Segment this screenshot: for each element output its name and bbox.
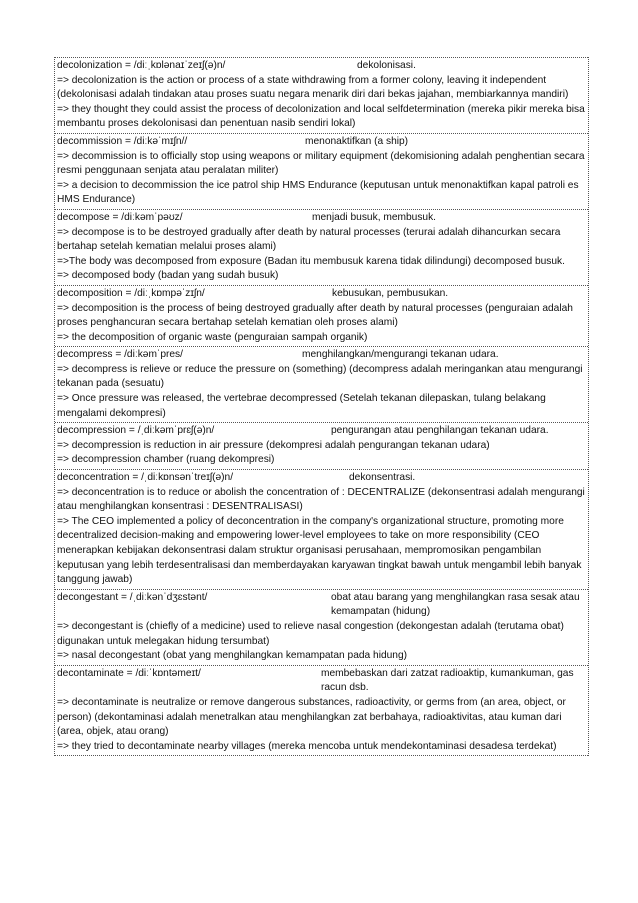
- entry-term: decongestant = /ˌdiːkənˈdʒɛstənt/: [57, 591, 208, 603]
- dictionary-entry: [55, 57, 588, 133]
- entry-headline: [57, 667, 586, 696]
- dictionary-entry: [55, 285, 588, 346]
- entry-example-line: => decompression chamber (ruang dekompresi): [57, 454, 275, 466]
- entry-term: decomposition = /diːˌkɒmpəˈzɪʃn/: [57, 287, 205, 299]
- entry-headline: [57, 471, 586, 486]
- entry-meaning: membebaskan dari zatzat radioaktip, kumankuman, gas racun dsb.: [321, 667, 574, 694]
- entry-headline: [57, 287, 586, 302]
- dictionary-entry: [55, 422, 588, 469]
- entry-example-line: => the decomposition of organic waste (penguraian sampah organik): [57, 331, 368, 343]
- entry-example-line: => decolonization is the action or process of a state withdrawing from a former colony, leaving it independent (dekolonisasi adalah tindakan atau proses suatu negara menarik diri dari bekas jajahan, membiarkannya mandiri): [57, 74, 569, 101]
- entry-meaning: obat atau barang yang menghilangkan rasa sesak atau kemampatan (hidung): [331, 591, 580, 618]
- dictionary-entry: [55, 589, 588, 665]
- entry-example-line: =>The body was decomposed from exposure (Badan itu membusuk karena tidak dilindungi) decomposed busuk.: [57, 255, 565, 267]
- entry-example-line: => they tried to decontaminate nearby villages (mereka mencoba untuk mendekontaminasi desadesa terdekat): [57, 740, 557, 752]
- entry-example-line: => decomposed body (badan yang sudah busuk): [57, 270, 279, 282]
- entry-term: decolonization = /diːˌkɒlənaɪˈzeɪʃ(ə)n/: [57, 60, 226, 71]
- entry-example-line: => nasal decongestant (obat yang menghilangkan kemampatan pada hidung): [57, 650, 408, 662]
- entry-term: decommission = /diːkəˈmɪʃn//: [57, 135, 188, 147]
- dictionary-entry: [55, 665, 588, 757]
- entry-headline: [57, 591, 586, 620]
- entry-headline: [57, 424, 586, 439]
- dictionary-entry: [55, 346, 588, 422]
- entry-example-line: => decomposition is the process of being destroyed gradually after death by natural processes (penguraian adalah proses penghancuran secara bertahap setelah kematian oleh proses alami): [57, 302, 573, 329]
- entry-meaning: menonaktifkan (a ship): [305, 135, 409, 147]
- entry-example-line: => decompress is relieve or reduce the pressure on (something) (decompress adalah meringankan atau mengurangi tekanan pada (sesuatu): [57, 363, 583, 390]
- entry-example-line: => decompose is to be destroyed gradually after death by natural processes (terurai adalah dihancurkan secara bertahap setelah kematian melalui proses alami): [57, 226, 561, 253]
- entry-example-line: => decongestant is (chiefly of a medicine) used to relieve nasal congestion (dekongestan adalah (terutama obat) digunakan untuk melegakan hidung tersumbat): [57, 620, 564, 647]
- entry-example-line: => The CEO implemented a policy of deconcentration in the company's organizational structure, promoting more decentralized decision-making and empowering lower-level employees to take on more responsibility (CEO menerapkan kebijakan dekonsentrasi dalam struktur organisasi perusahaan, mempromosikan pengambilan keputusan yang lebih terdesentralisasi dan memberdayakan karyawan tingkat bawah untuk mengambil lebih banyak tanggung jawab): [57, 515, 582, 586]
- entry-term: decompose = /diːkəmˈpəʊz/: [57, 211, 183, 223]
- entry-example-line: => a decision to decommission the ice patrol ship HMS Endurance (keputusan untuk menonaktifkan kapal patroli es HMS Endurance): [57, 179, 579, 206]
- entry-meaning: dekolonisasi.: [357, 60, 416, 71]
- entry-meaning: menjadi busuk, membusuk.: [312, 211, 437, 223]
- dictionary-entry: [55, 469, 588, 589]
- entry-term: decompress = /diːkəmˈpres/: [57, 349, 183, 361]
- entry-term: decompression = /ˌdiːkəmˈprɛʃ(ə)n/: [57, 425, 215, 437]
- entry-term: deconcentration = /ˌdiːkɒnsənˈtreɪʃ(ə)n/: [57, 472, 234, 484]
- entry-meaning: kebusukan, pembusukan.: [332, 287, 449, 299]
- dictionary-entry: [55, 209, 588, 285]
- entry-meaning: menghilangkan/mengurangi tekanan udara.: [302, 349, 499, 361]
- entry-headline: [57, 348, 586, 363]
- entry-example-line: => deconcentration is to reduce or abolish the concentration of : DECENTRALIZE (dekonsentrasi adalah mengurangi atau menghilangkan konsentrasi : DESENTRALISASI): [57, 486, 585, 513]
- dictionary-document: [54, 57, 589, 756]
- entry-example-line: => decontaminate is neutralize or remove dangerous substances, radioactivity, or germs from (an area, object, or person) (dekontaminasi adalah menetralkan atau menghilangkan zat berbahaya, radioaktivitas, atau kuman dari (area, objek, atau orang): [57, 696, 566, 738]
- entry-meaning: dekonsentrasi.: [349, 472, 416, 484]
- entry-term: decontaminate = /diːˈkɒntəmeɪt/: [57, 667, 201, 679]
- entry-meaning: pengurangan atau penghilangan tekanan udara.: [331, 425, 549, 437]
- entry-headline: [57, 211, 586, 226]
- entry-example-line: => decommission is to officially stop using weapons or military equipment (dekomisioning adalah penghentian secara resmi penggunaan senjata atau peralatan militer): [57, 150, 585, 177]
- entry-headline: [57, 59, 586, 74]
- entry-example-line: => they thought they could assist the process of decolonization and local selfdetermination (mereka pikir mereka bisa membantu proses dekolonisasi dan penentuan nasib sendiri lokal): [57, 103, 585, 130]
- entry-example-line: => decompression is reduction in air pressure (dekompresi adalah pengurangan tekanan udara): [57, 439, 490, 451]
- entry-headline: [57, 135, 586, 150]
- entry-example-line: => Once pressure was released, the vertebrae decompressed (Setelah tekanan dilepaskan, tulang belakang mengalami dekompresi): [57, 393, 546, 419]
- dictionary-entry: [55, 133, 588, 209]
